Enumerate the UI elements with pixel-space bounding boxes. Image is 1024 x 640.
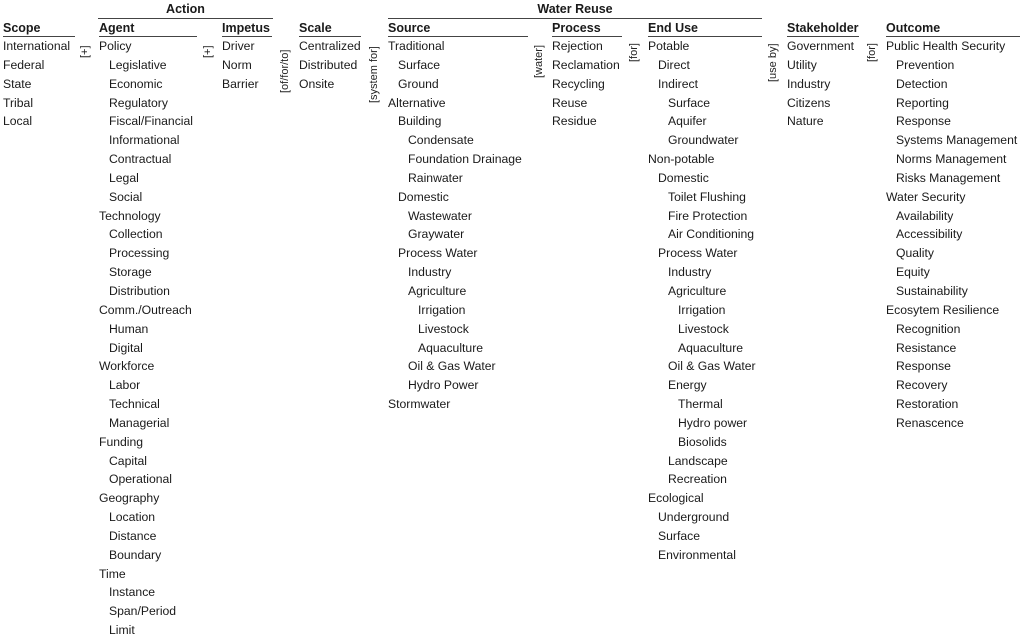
list-item: Ecosytem Resilience	[886, 302, 1000, 317]
list-item: Irrigation	[678, 302, 726, 317]
list-item: Thermal	[678, 397, 723, 412]
list-item: Distributed	[299, 57, 358, 72]
list-item: Agriculture	[408, 283, 467, 298]
list-item: Reclamation	[552, 57, 620, 72]
list-item: Surface	[398, 57, 441, 72]
list-item: Workforce	[99, 359, 155, 374]
list-item: Social	[109, 189, 143, 204]
list-item: Norm	[222, 57, 252, 72]
list-item: Oil & Gas Water	[408, 359, 496, 374]
list-item: Foundation Drainage	[408, 152, 522, 167]
list-item: Legislative	[109, 57, 167, 72]
list-item: Processing	[109, 246, 170, 261]
list-item: Equity	[896, 265, 930, 280]
group-title-water-reuse: Water Reuse	[537, 2, 613, 16]
group-line-water-reuse	[388, 18, 762, 19]
list-item: Sustainability	[896, 283, 968, 298]
list-item: Economic	[109, 76, 163, 91]
list-item: Fire Protection	[668, 208, 748, 223]
list-item: Ecological	[648, 491, 704, 506]
list-item: Rejection	[552, 39, 603, 53]
list-item: Driver	[222, 39, 255, 53]
list-item: Oil & Gas Water	[668, 359, 756, 374]
list-item: Span/Period	[109, 604, 177, 619]
list-item: Digital	[109, 340, 143, 355]
list-item: Renascence	[896, 415, 964, 430]
list-item: Onsite	[299, 76, 335, 91]
list-item: Aquaculture	[418, 340, 484, 355]
list-item: Informational	[109, 133, 180, 148]
connector-stakeholder-outcome: [for]	[866, 43, 878, 62]
group-title-action: Action	[166, 2, 205, 16]
list-item: Recovery	[896, 378, 948, 393]
list-item: Process Water	[658, 246, 738, 261]
list-item: Underground	[658, 510, 730, 525]
list-item: Recognition	[896, 321, 961, 336]
list-item: Response	[896, 114, 951, 129]
list-item: Indirect	[658, 76, 698, 91]
list-item: Fiscal/Financial	[109, 114, 193, 129]
list-item: Labor	[109, 378, 141, 393]
list-item: Energy	[668, 378, 707, 393]
list-item: International	[3, 39, 71, 53]
list-item: Building	[398, 114, 442, 129]
list-item: Technology	[99, 208, 161, 223]
col-head-source: Source	[388, 21, 528, 37]
list-item: Non-potable	[648, 152, 715, 167]
list-scope	[3, 37, 70, 131]
list-item: Comm./Outreach	[99, 302, 192, 317]
list-item: Funding	[99, 434, 144, 449]
list-item: Rainwater	[408, 170, 463, 185]
connector-source-process: [water]	[533, 44, 545, 78]
col-head-stakeholder: Stakeholder	[787, 21, 859, 35]
list-item: Time	[99, 566, 126, 581]
list-item: Availability	[896, 208, 954, 223]
col-head-end-use: End Use	[648, 21, 762, 37]
list-item: Recycling	[552, 76, 605, 91]
list-item: Storage	[109, 265, 152, 280]
list-item: Industry	[787, 76, 831, 91]
list-item: Graywater	[408, 227, 465, 242]
list-item: Industry	[408, 265, 452, 280]
list-scale	[299, 37, 361, 94]
list-item: Centralized	[299, 39, 361, 53]
list-item: Accessibility	[896, 227, 963, 242]
list-item: Agriculture	[668, 283, 727, 298]
list-item: Distribution	[109, 283, 170, 298]
list-item: Hydro Power	[408, 378, 479, 393]
col-head-agent: Agent	[99, 21, 197, 37]
list-item: Utility	[787, 57, 817, 72]
list-item: Recreation	[668, 472, 727, 487]
connector-process-enduse: [for]	[628, 43, 640, 62]
list-item: Technical	[109, 397, 160, 412]
list-item: Public Health Security	[886, 39, 1006, 53]
list-item: Distance	[109, 528, 157, 543]
list-impetus	[222, 37, 259, 94]
list-item: Collection	[109, 227, 163, 242]
list-item: Reuse	[552, 95, 588, 110]
connector-scope-agent: [+]	[79, 45, 91, 58]
list-item: Traditional	[388, 39, 445, 53]
list-process	[552, 37, 620, 131]
list-item: Boundary	[109, 547, 162, 562]
list-item: Prevention	[896, 57, 955, 72]
list-item: Aquifer	[668, 114, 707, 129]
list-outcome	[886, 37, 1017, 433]
list-item: Livestock	[418, 321, 469, 336]
list-item: Risks Management	[896, 170, 1001, 185]
list-item: Citizens	[787, 95, 831, 110]
col-head-process: Process	[552, 21, 622, 37]
list-item: Barrier	[222, 76, 259, 91]
list-item: Capital	[109, 453, 147, 468]
col-head-impetus: Impetus	[222, 21, 272, 37]
list-item: Process Water	[398, 246, 478, 261]
list-item: Response	[896, 359, 951, 374]
list-item: Geography	[99, 491, 160, 506]
list-item: Resistance	[896, 340, 957, 355]
connector-agent-impetus: [+]	[202, 45, 214, 58]
list-item: Human	[109, 321, 149, 336]
list-item: Tribal	[3, 95, 34, 110]
col-head-scope: Scope	[3, 21, 75, 37]
list-item: Reporting	[896, 95, 949, 110]
list-source	[388, 37, 522, 414]
list-agent	[99, 37, 193, 640]
list-item: Condensate	[408, 133, 474, 148]
connector-enduse-stakeholder: [use by]	[767, 43, 779, 82]
list-item: Policy	[99, 39, 132, 53]
list-item: Location	[109, 510, 156, 525]
col-head-outcome: Outcome	[886, 21, 1020, 37]
group-line-action	[98, 18, 273, 19]
list-item: Livestock	[678, 321, 729, 336]
list-item: Hydro power	[678, 415, 748, 430]
list-item: Domestic	[658, 170, 709, 185]
list-item: Local	[3, 114, 33, 129]
list-item: Quality	[896, 246, 934, 261]
list-item: Potable	[648, 39, 690, 53]
list-item: Systems Management	[896, 133, 1018, 148]
list-item: Contractual	[109, 152, 172, 167]
list-item: Air Conditioning	[668, 227, 755, 242]
list-item: Landscape	[668, 453, 728, 468]
list-item: Domestic	[398, 189, 449, 204]
list-item: Water Security	[886, 189, 966, 204]
list-item: Instance	[109, 585, 156, 600]
list-item: Government	[787, 39, 855, 53]
list-item: Wastewater	[408, 208, 472, 223]
list-item: Industry	[668, 265, 712, 280]
list-item: Groundwater	[668, 133, 739, 148]
connector-impetus-scale: [of/for/to]	[279, 49, 291, 93]
list-item: Residue	[552, 114, 597, 129]
list-item: Direct	[658, 57, 690, 72]
list-item: Aquaculture	[678, 340, 744, 355]
list-end-use	[648, 37, 756, 565]
list-item: Biosolids	[678, 434, 727, 449]
list-item: Limit	[109, 623, 135, 638]
list-item: Norms Management	[896, 152, 1007, 167]
list-item: Detection	[896, 76, 948, 91]
list-item: Ground	[398, 76, 439, 91]
list-item: Surface	[668, 95, 711, 110]
list-item: State	[3, 76, 32, 91]
list-stakeholder	[787, 37, 854, 131]
list-item: Toilet Flushing	[668, 189, 746, 204]
list-item: Federal	[3, 57, 45, 72]
list-item: Irrigation	[418, 302, 466, 317]
list-item: Legal	[109, 170, 139, 185]
list-item: Alternative	[388, 95, 446, 110]
list-item: Regulatory	[109, 95, 168, 110]
col-head-scale: Scale	[299, 21, 361, 37]
list-item: Managerial	[109, 415, 170, 430]
list-item: Operational	[109, 472, 173, 487]
list-item: Surface	[658, 528, 701, 543]
list-item: Nature	[787, 114, 824, 129]
list-item: Stormwater	[388, 397, 451, 412]
list-item: Environmental	[658, 547, 736, 562]
connector-scale-source: [system for]	[368, 46, 380, 103]
list-item: Restoration	[896, 397, 959, 412]
